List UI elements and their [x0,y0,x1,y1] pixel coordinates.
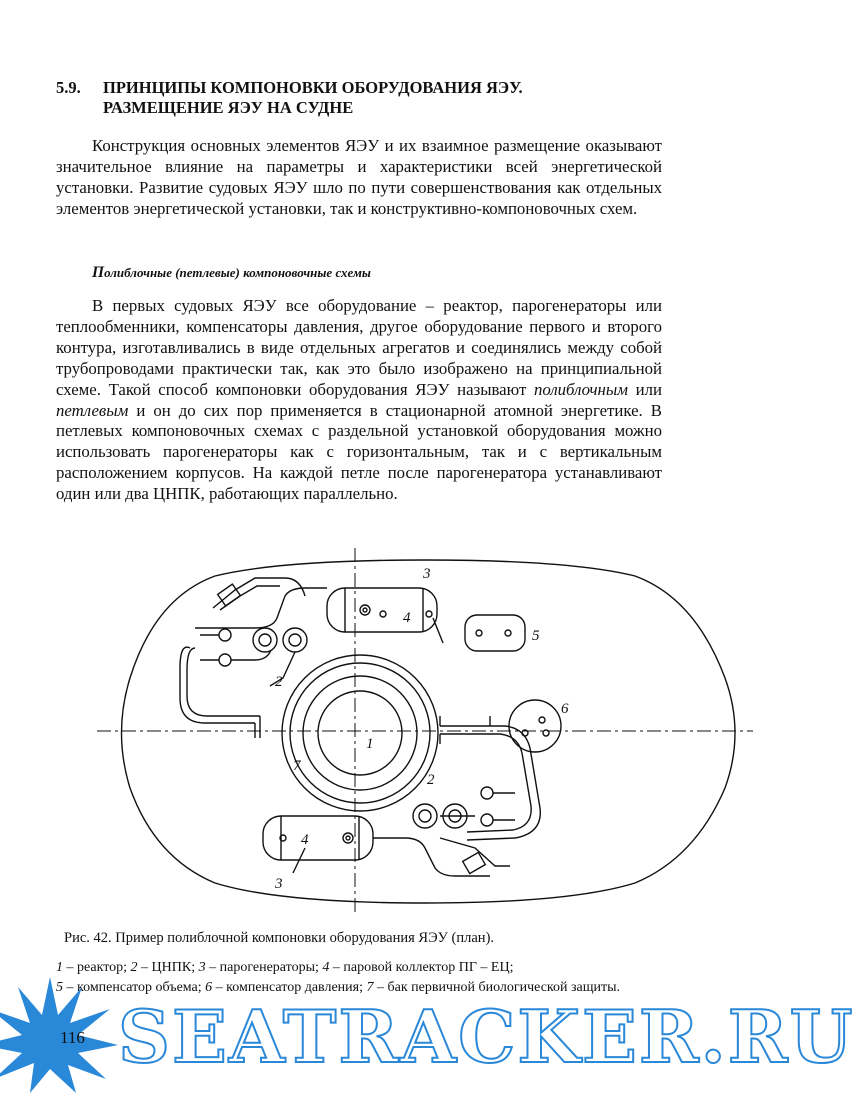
label-volume-comp: 5 [532,628,540,644]
legend-text: – бак первичной биологической защиты. [373,980,621,995]
legend-text: – парогенераторы; [205,960,323,975]
label-shield-tank: 7 [293,758,301,774]
volume-compensator [465,615,525,651]
section-number: 5.9. [56,78,81,97]
section-title-line1: ПРИНЦИПЫ КОМПОНОВКИ ОБОРУДОВАНИЯ ЯЭУ. [103,78,523,97]
reactor-1 [303,676,417,790]
shield-tank-7 [282,655,438,811]
body-paragraph [56,296,662,505]
subheading-first-letter: П [92,264,105,281]
pressure-compensator [509,700,561,752]
label-sg-top: 3 [423,566,431,582]
legend-num: 7 [366,980,374,995]
legend-num: 6 [205,980,213,995]
layout-figure [95,548,755,918]
label-collector-top: 4 [403,610,411,626]
subheading [92,264,371,282]
legend-text: – паровой коллектор ПГ – ЕЦ; [329,960,514,975]
label-reactor: 1 [366,736,374,752]
figure-caption: Рис. 42. Пример полиблочной компоновки оборудования ЯЭУ (план). [64,930,495,946]
label-pump-top: 2 [275,674,283,690]
watermark-text: SEATRACKER.RU [118,994,854,1079]
label-sg-bottom: 3 [275,876,283,892]
body-part3: и он до сих пор применяется в стационарной атомной энергетике. В петлевых компоновочных схемах с раздельной установкой оборудования можно использовать парогенераторы как с горизонтальным, так и с вертикальным расположением корпусов. На каждой петле после парогенератора устанавливают один или два ЦНПК, работающих параллельно. [56,400,662,504]
reactor-core [318,691,402,775]
section-title [56,78,716,118]
term-loop: петлевым [56,400,129,420]
term-polyblock: полиблочным [533,379,628,399]
legend-num: 2 [130,960,138,975]
shield-tank-inner [290,663,430,803]
legend-text: – компенсатор давления; [212,980,367,995]
steam-generator-top [327,588,437,632]
label-pump-bottom: 2 [427,772,435,788]
watermark [0,975,854,1095]
legend-text: – компенсатор объема; [63,980,206,995]
legend-text: – реактор; [63,960,131,975]
legend-num: 1 [56,960,63,975]
intro-paragraph: Конструкция основных элементов ЯЭУ и их взаимное размещение оказывают значительное влияние на параметры и характеристики всей энергетической установки. Развитие судовых ЯЭУ шло по пути совершенствования как отдельных элементов энергетической установки, так и конструктивно-компоновочных схем. [56,136,662,218]
legend-text: – ЦНПК; [137,960,199,975]
legend-num: 3 [198,960,206,975]
legend-num: 5 [56,980,63,995]
subheading-rest: олиблочные (петлевые) компоновочные схемы [104,265,371,280]
label-pressure-comp: 6 [561,701,569,717]
body-part2: или [627,379,662,399]
legend-num: 4 [322,960,330,975]
body-part1: В первых судовых ЯЭУ все оборудование – реактор, парогенераторы или теплообменники, компенсаторы давления, другое оборудование первого и второго контура, изготавливались в виде отдельных агрегатов и соединялись между собой трубопроводами практически так, как это было изображено на принципиальной схеме. Такой способ компоновки оборудования ЯЭУ называют [56,296,662,399]
section-title-line2: РАЗМЕЩЕНИЕ ЯЭУ НА СУДНЕ [103,98,354,117]
page-number: 116 [60,1028,85,1047]
label-collector-bottom: 4 [301,832,309,848]
pump-top-a [253,628,277,652]
pump-top-b [283,628,307,652]
pump-bottom-a [413,804,437,828]
